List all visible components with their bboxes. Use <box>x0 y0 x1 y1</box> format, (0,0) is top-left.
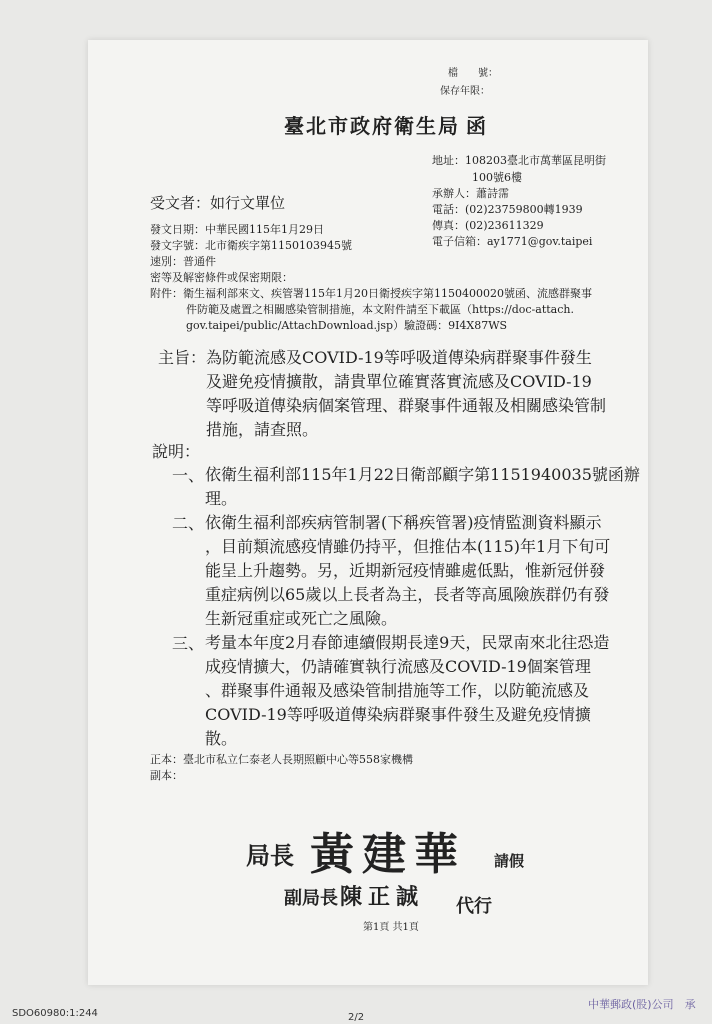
item-2-line2: ，目前類流感疫情雖仍持平，但推估本(115)年1月下旬可 <box>205 537 611 556</box>
attachment-line1: 附件：衛生福利部來文、疾管署115年1月20日衛授疾字第1150400020號函、流感群聚事 <box>150 287 592 300</box>
subject-line1: 主旨：為防範流感及COVID-19等呼吸道傳染病群聚事件發生 <box>158 348 592 367</box>
item-3-line4: COVID-19等呼吸道傳染病群聚事件發生及避免疫情擴 <box>205 705 591 724</box>
item-2-line5: 生新冠重症或死亡之風險。 <box>205 609 398 628</box>
subject-line4: 措施，請查照。 <box>206 420 319 439</box>
item-1-line2: 理。 <box>205 489 238 508</box>
subject-line2: 及避免疫情擴散，請貴單位確實落實流感及COVID-19 <box>206 372 592 391</box>
document-type: 函 <box>466 114 486 138</box>
explanation-label: 說明： <box>152 442 201 461</box>
item-3-line3: 、群聚事件通報及感染管制措施等工作，以防範流感及 <box>205 681 590 700</box>
post-office-mark: 中華郵政(股)公司 承 <box>588 998 696 1011</box>
fax: 傳真：(02)23611329 <box>432 219 544 232</box>
deputy-name: 陳正誠 <box>340 884 425 910</box>
address-line1: 地址：108203臺北市萬華區昆明街 <box>432 154 606 167</box>
speed: 速別：普通件 <box>150 255 216 268</box>
document-title: 臺北市政府衛生局 <box>284 114 460 138</box>
deputy-note: 代行 <box>456 896 492 917</box>
issue-date: 發文日期：中華民國115年1月29日 <box>150 223 324 236</box>
recipient: 受文者：如行文單位 <box>150 194 286 212</box>
subject-line3: 等呼吸道傳染病個案管理、群聚事件通報及相關感染管制 <box>206 396 607 415</box>
item-2-number: 二、 <box>172 514 205 533</box>
retention-label: 保存年限： <box>440 86 490 97</box>
item-2-line4: 重症病例以65歲以上長者為主，長者等高風險族群仍有發 <box>205 585 610 604</box>
director-note: 請假 <box>494 852 525 870</box>
phone: 電話：(02)23759800轉1939 <box>432 203 583 216</box>
item-2-line3: 能呈上升趨勢。另，近期新冠疫情雖處低點，惟新冠併發 <box>205 561 606 580</box>
director-title: 局長 <box>246 841 294 870</box>
item-1-number: 一、 <box>172 466 205 485</box>
secrecy: 密等及解密條件或保密期限： <box>150 271 293 284</box>
deputy-title: 副局長 <box>284 888 338 909</box>
director-name: 黃建華 <box>310 829 466 880</box>
attachment-line3: gov.taipei/public/AttachDownload.jsp）驗證碼：9I4X87WS <box>186 319 508 332</box>
file-number-label: 檔 號： <box>448 68 498 79</box>
item-3-line2: 成疫情擴大，仍請確實執行流感及COVID-19個案管理 <box>205 657 591 676</box>
main-recipients: 正本：臺北市私立仁泰老人長期照顧中心等558家機構 <box>150 753 413 766</box>
footer-page: 2/2 <box>348 1012 365 1023</box>
issue-number: 發文字號：北市衛疾字第1150103945號 <box>150 239 352 252</box>
item-1-line1: 依衛生福利部115年1月22日衛部顧字第1151940035號函辦 <box>205 465 640 484</box>
item-3-line5: 散。 <box>205 729 238 748</box>
item-2-line1: 依衛生福利部疾病管制署(下稱疾管署)疫情監測資料顯示 <box>205 513 602 532</box>
attachment-line2: 件防範及處置之相關感染管制措施，本文附件請至下載區（https://doc-attach. <box>186 303 574 316</box>
address-line2: 100號6樓 <box>472 171 522 184</box>
item-3-number: 三、 <box>172 634 205 653</box>
footer-code: SDO60980:1:244 <box>12 1008 98 1019</box>
page-info: 第1頁 共1頁 <box>363 922 419 933</box>
copy-recipients: 副本： <box>150 769 183 782</box>
item-3-line1: 考量本年度2月春節連續假期長達9天，民眾南來北往恐造 <box>205 633 610 652</box>
email: 電子信箱：ay1771@gov.taipei <box>432 235 593 248</box>
handler: 承辦人：蕭詩霈 <box>432 187 509 200</box>
